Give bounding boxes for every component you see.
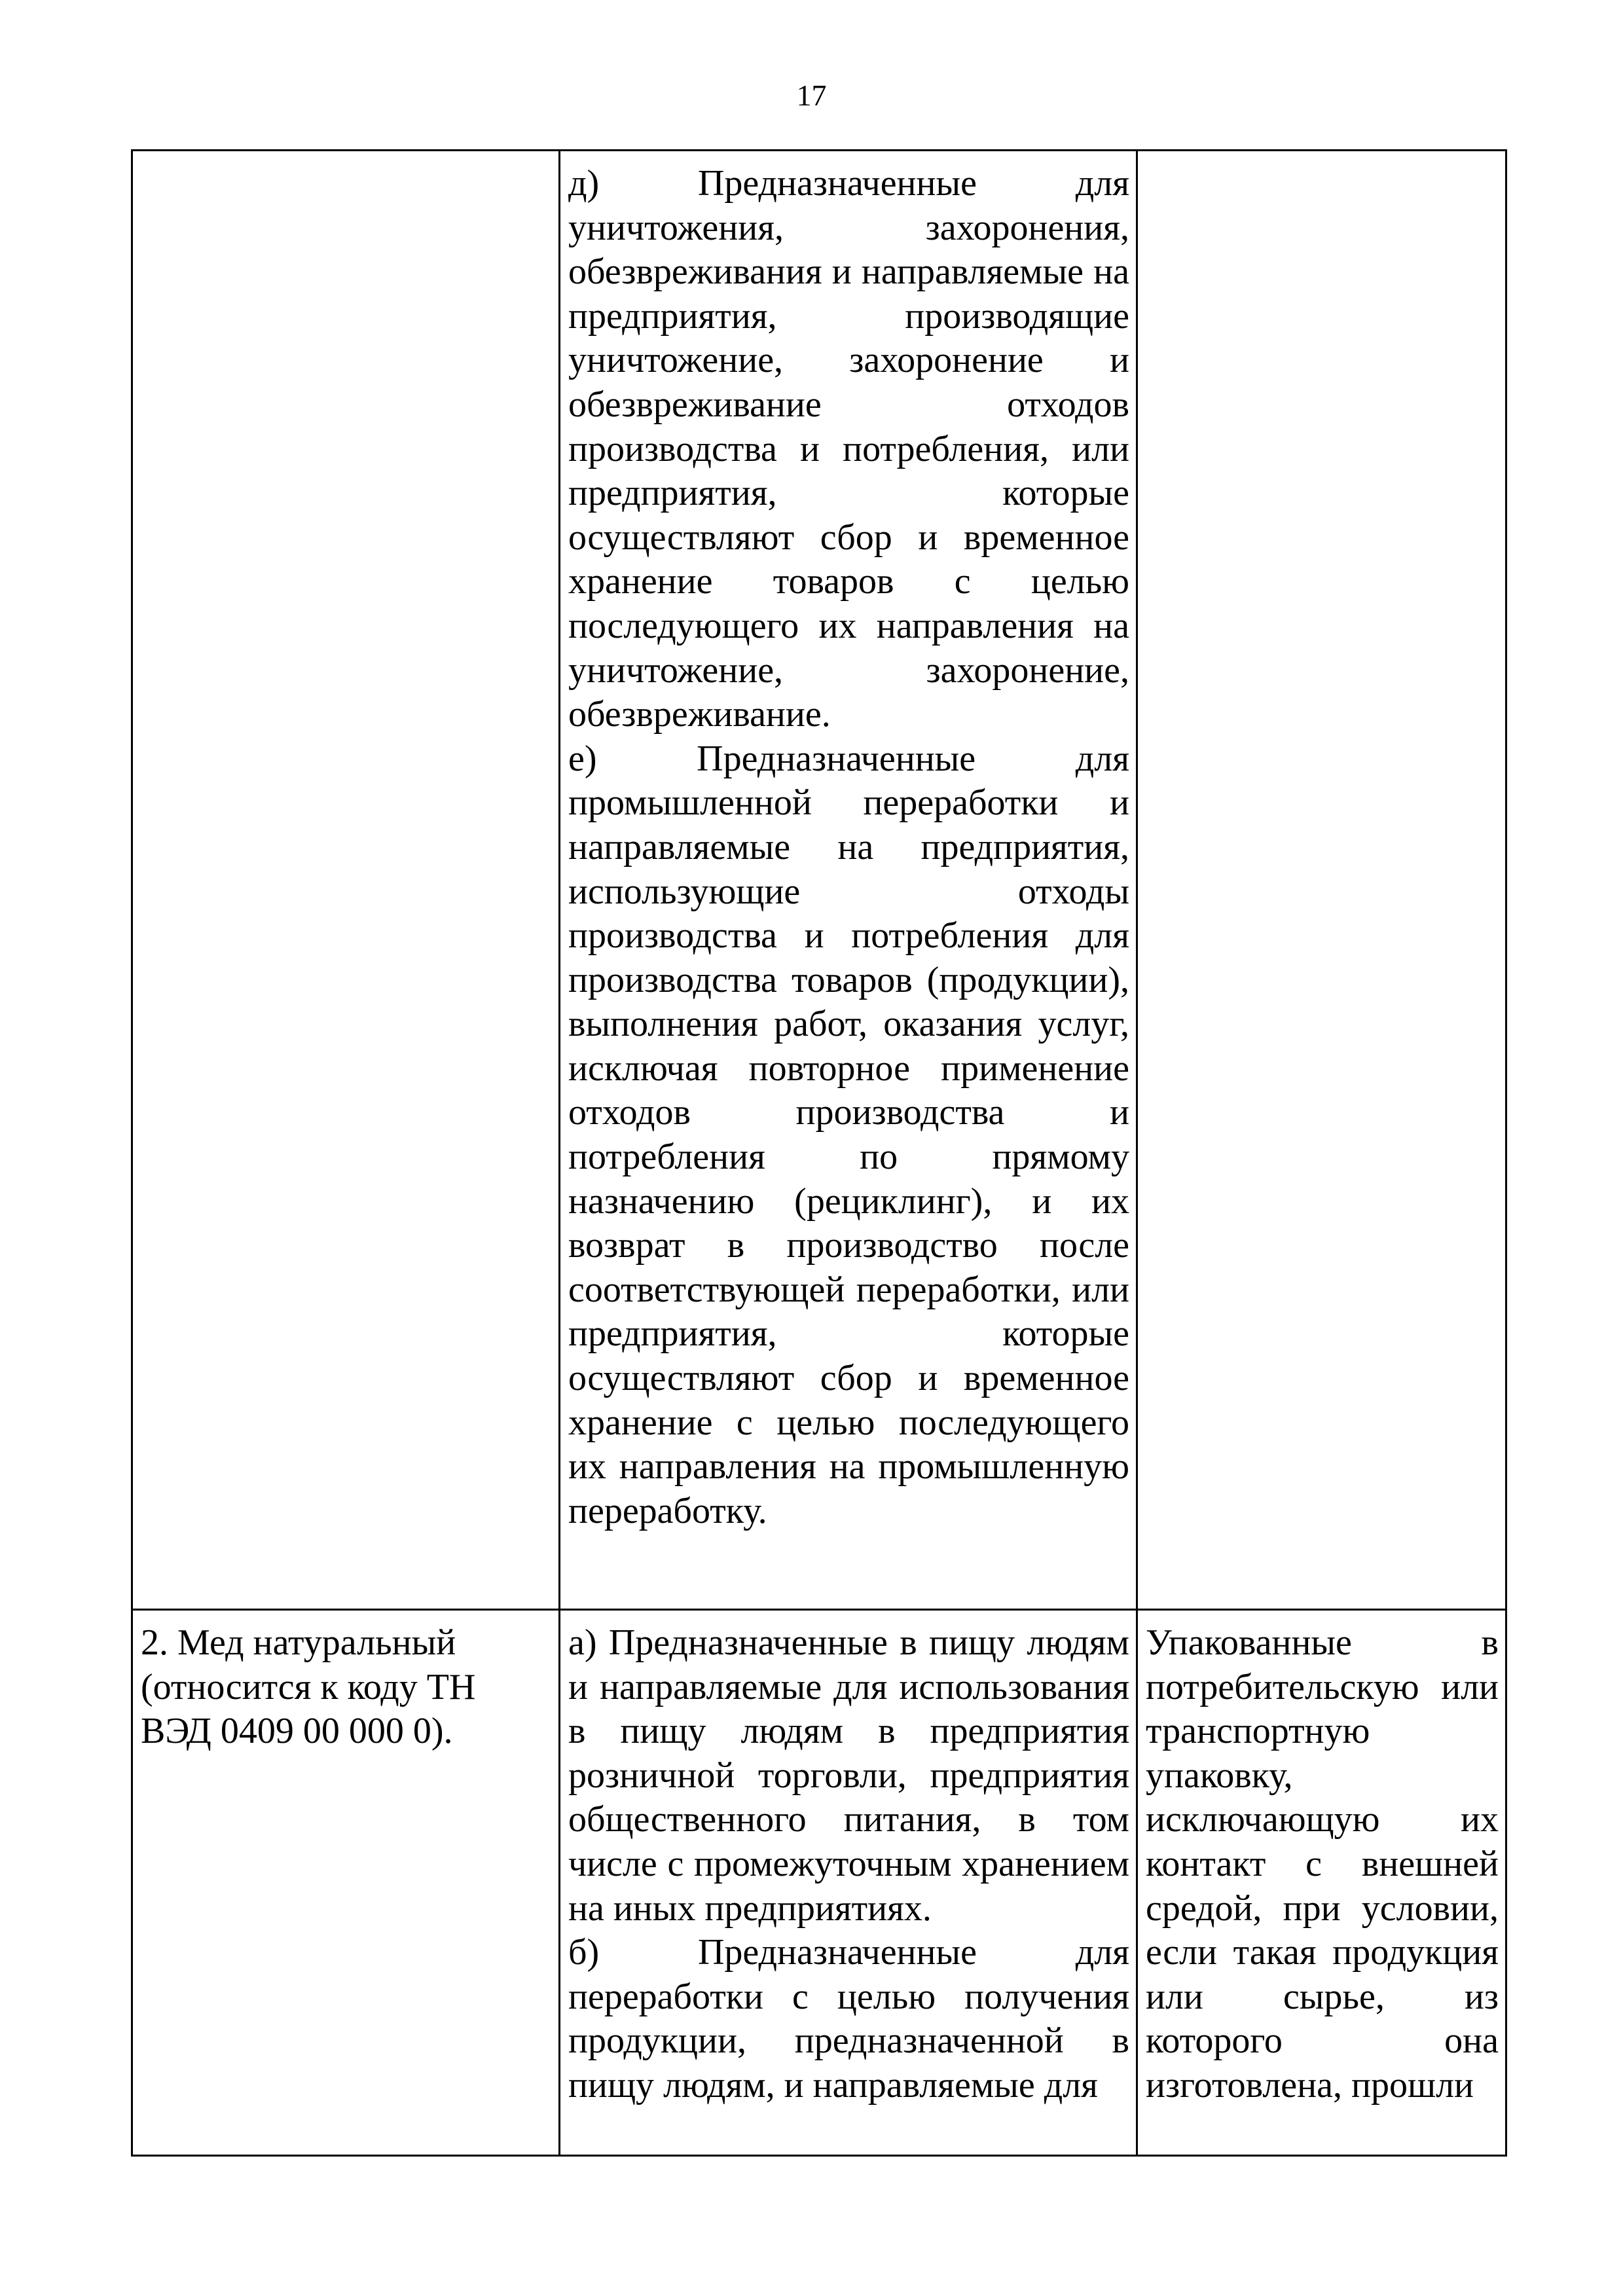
purpose-paragraph-a: а) Предназначенные в пищу людям и направляемые для использования в пищу людям в предприятия розничной торговли, предприятия общественного питания, в том числе с промежуточным хранением на иных предприятиях. [568,1622,1129,1929]
purpose-paragraph-d: д) Предназначенные для уничтожения, захоронения, обезвреживания и направляемые на предприятия, производящие уничтожение, захоронение и обезвреживание отходов производства и потребления, или предприятия, которые осуществляют сбор и временное хранение товаров с целью последующего их направления на уничтожение, захоронение, обезвреживание. [568,163,1129,735]
product-cell [132,151,560,1610]
purpose-cell [560,151,1137,1610]
purpose-cell [560,1610,1137,2156]
regulation-table [131,149,1507,2157]
purpose-paragraph-b: б) Предназначенные для переработки с целью получения продукции, предназначенной в пищу людям, и направляемые для [568,1932,1129,2105]
purpose-paragraph-e: е) Предназначенные для промышленной переработки и направляемые на предприятия, использующие отходы производства и потребления для производства товаров (продукции), выполнения работ, оказания услуг, исключая повторное применение отходов производства и потребления по прямому назначению (рециклинг), и их возврат в производство после соответствующей переработки, или предприятия, которые осуществляют сбор и временное хранение с целью последующего их направления на промышленную переработку. [568,738,1129,1531]
condition-cell [1137,151,1506,1610]
condition-cell [1137,1610,1506,2156]
product-cell [132,1610,560,2156]
condition-text: Упакованные в потребительскую или транспортную упаковку, исключающую их контакт с внешней средой, при условии, если такая продукция или сырье, из которого она изготовлена, прошли [1146,1622,1499,2105]
page-number: 17 [796,79,827,112]
table-row [132,1610,1506,2156]
table-row [132,151,1506,1610]
product-name: 2. Мед натуральный (относится к коду ТН ВЭД 0409 00 000 0). [141,1622,476,1752]
